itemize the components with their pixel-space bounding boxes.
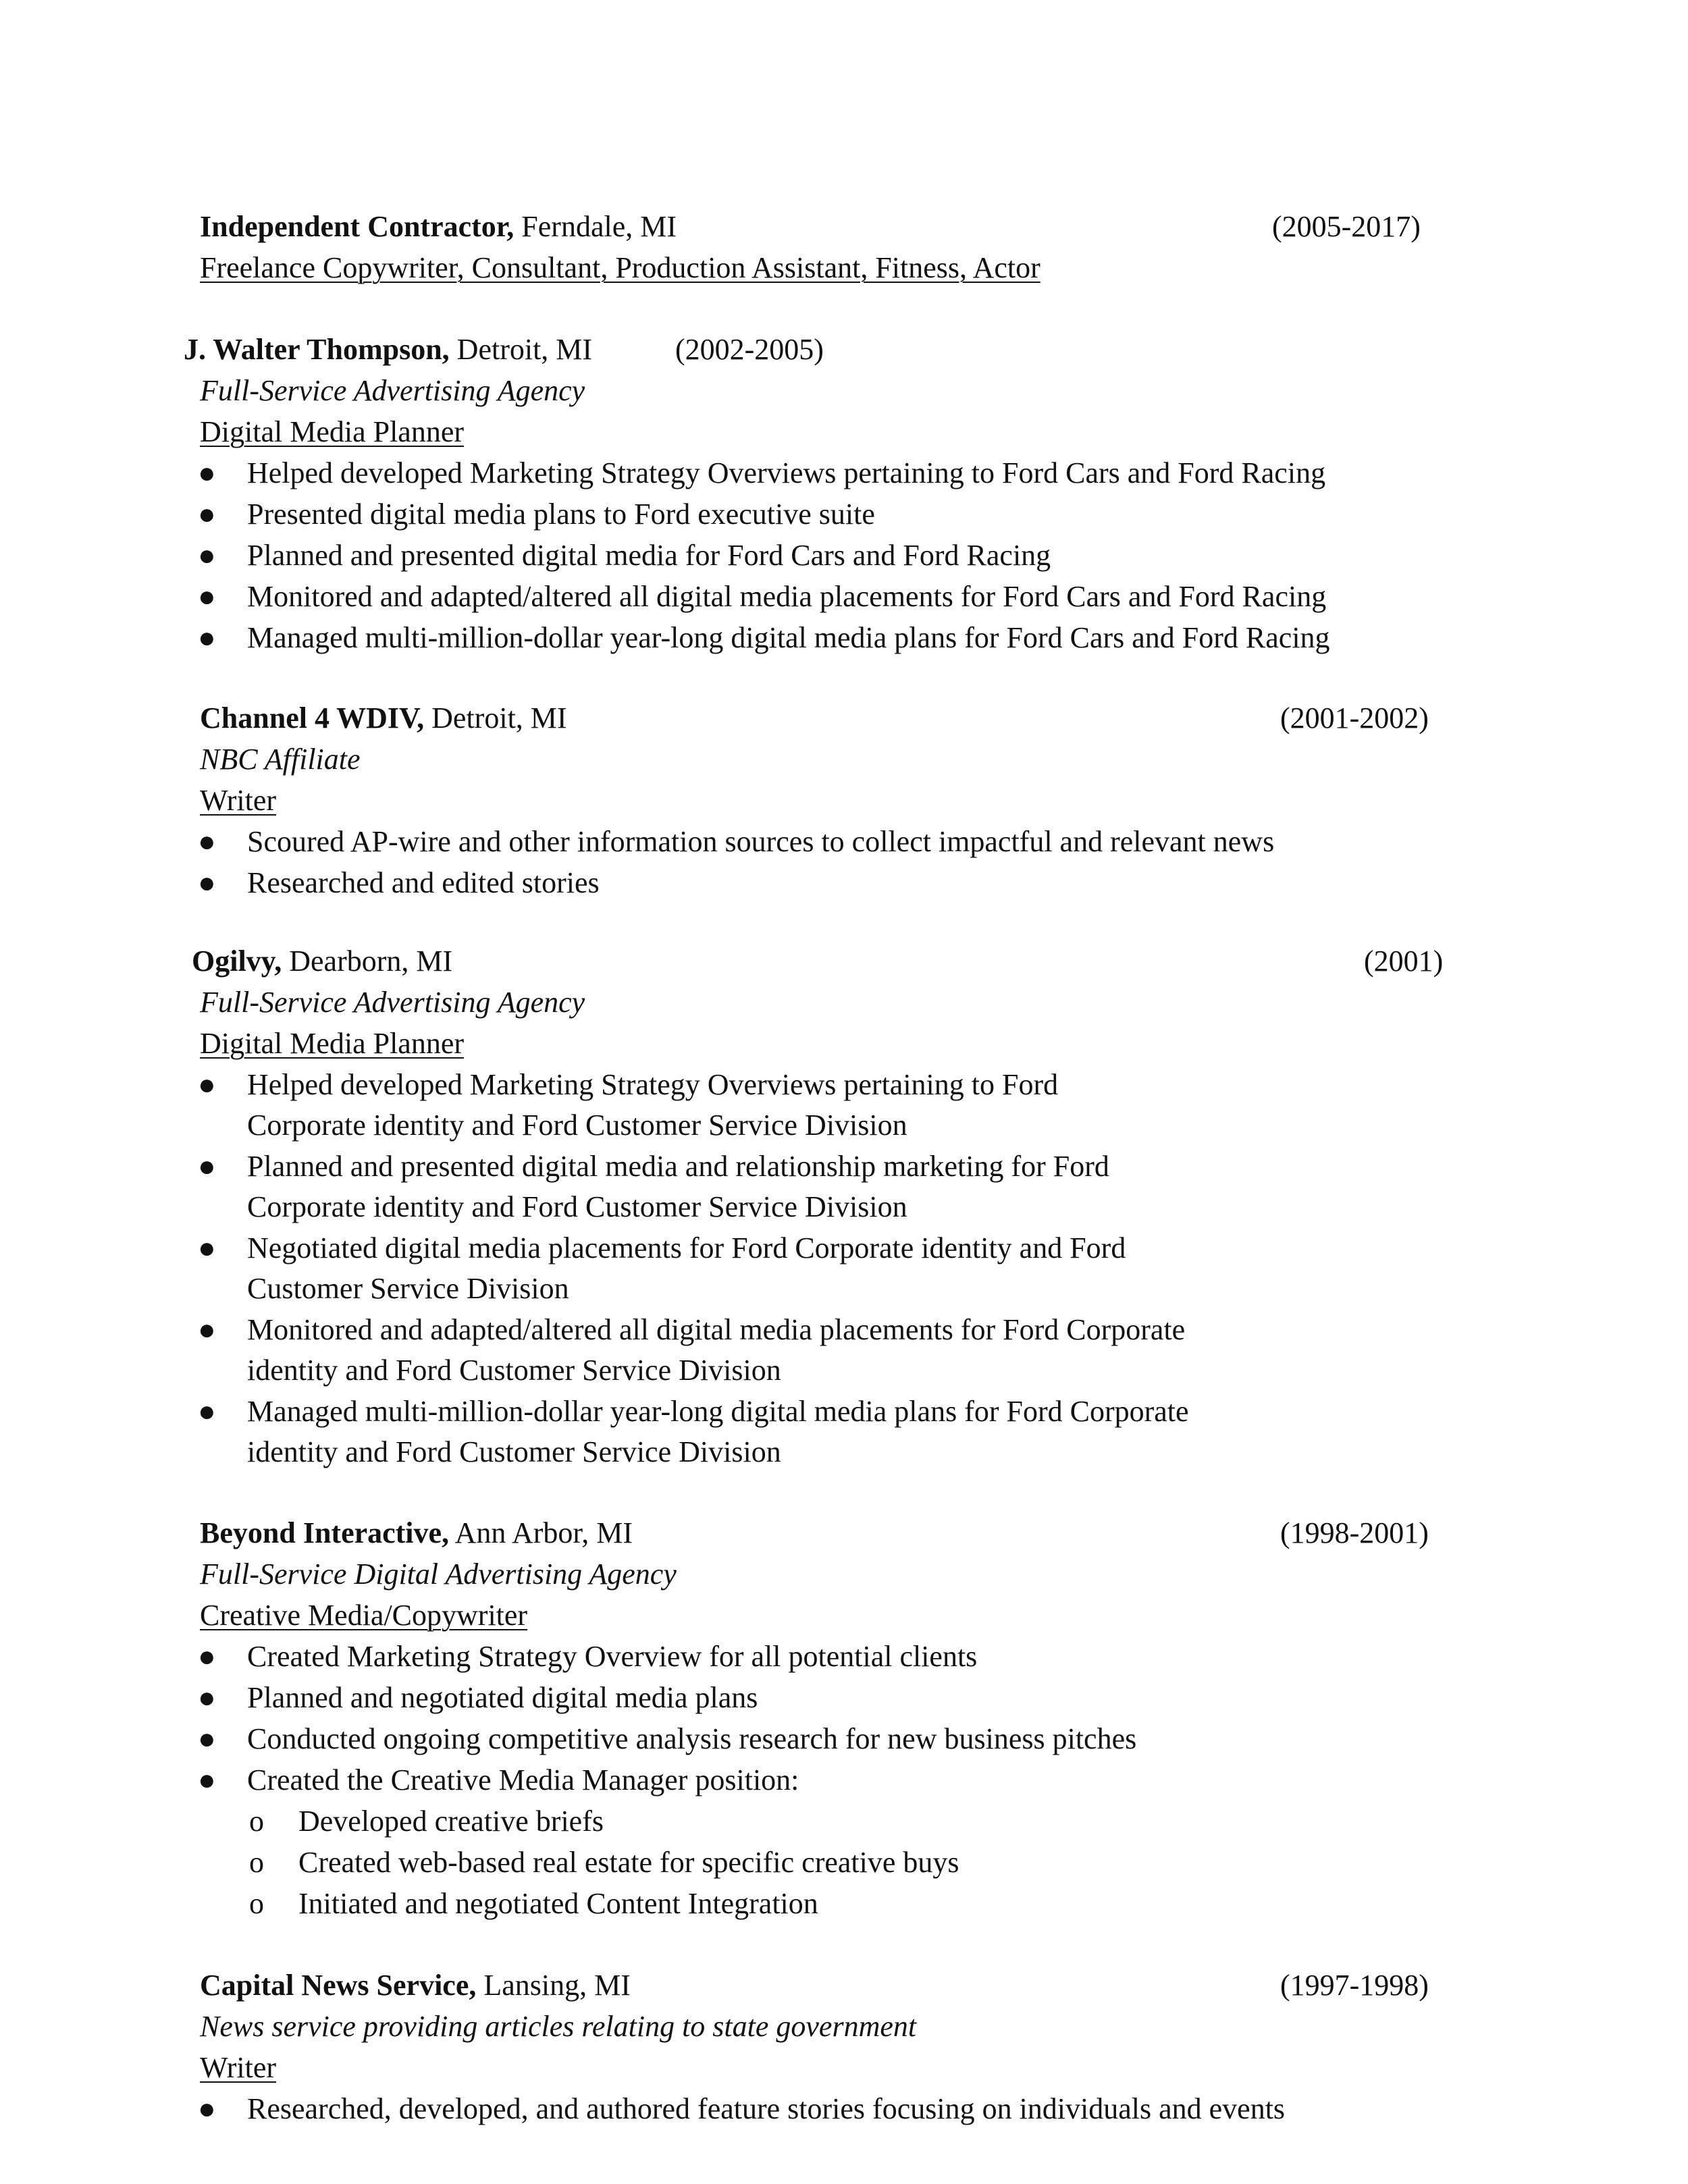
- resume-page: Independent Contractor, Ferndale, MI (2005-2017) Freelance Copywriter, Consultant, Production Assistant, Fitness, Actor J. Walter Thompson, Detroit, MI (2002-2005) Full-Service Advertising Agency Digital Media Planner ● Helped developed Marketing Strategy Overviews pertaining to Ford Cars and Ford Racing ● Presented digital media plans to Ford executive suite ● Planned and presented digital media for Ford Cars and Ford Racing ● Monitored and adapted/altered all digital media placements for Ford Cars and Ford Racing ● Managed multi-million-dollar year-long digital media plans for Ford Cars and Ford Racing Channel 4 WDIV, Detroit, MI (2001-2002) NBC Affiliate Writer ● Scoured AP-wire and other information sources to collect impactful and relevant news ● Researched and edited stories Ogilvy, Dearborn, MI (2001) Full-Service Advertising Agency Digital Media Planner ● Helped developed Marketing Strategy Overviews pertaining to Ford Corporate identity and Ford Customer Service Division ● Planned and presented digital media and relationship marketing for Ford Corporate identity and Ford Customer Service Division ● Negotiated digital media placements for Ford Corporate identity and Ford Customer Service Division ● Monitored and adapted/altered all digital media placements for Ford Corporate identity and Ford Customer Service Division ● Managed multi-million-dollar year-long digital media plans for Ford Corporate identity and Ford Customer Service Division Beyond Interactive, Ann Arbor, MI (1998-2001) Full-Service Digital Advertising Agency Creative Media/Copywriter ● Created Marketing Strategy Overview for all potential clients ● Planned and negotiated digital media plans ● Conducted ongoing competitive analysis research for new business pitches ● Created the Creative Media Manager position: o Developed creative briefs o Created web-based real estate for specific creative buys o Initiated and negotiated Content Integration Capital News Service, Lansing, MI (1997-1998) News service providing articles relating to state government Writer ● Researched, developed, and authored feature stories focusing on individuals and events: [0, 0, 1688, 2184]
- company-location: Lansing, MI: [476, 1969, 631, 2002]
- bullet-icon: ●: [198, 1068, 216, 1101]
- company-name: Ogilvy,: [192, 944, 282, 978]
- role-title: Digital Media Planner: [200, 415, 465, 448]
- entry-header: [200, 1965, 631, 2006]
- company-name: Independent Contractor,: [200, 210, 515, 243]
- agency-type: Full-Service Advertising Agency: [200, 374, 585, 407]
- company-location: Ann Arbor, MI: [449, 1516, 633, 1549]
- bullet-icon: ●: [198, 1722, 216, 1755]
- bullet-icon: ●: [198, 498, 216, 531]
- entry-dates: (2001): [1364, 944, 1444, 978]
- role-title: Writer: [200, 784, 277, 817]
- company-name: Beyond Interactive,: [200, 1516, 450, 1549]
- bullet-icon: ●: [198, 2092, 216, 2125]
- entry-dates: (2001-2002): [1280, 701, 1429, 735]
- entry-header: [200, 1512, 633, 1553]
- entry-header: [200, 697, 567, 739]
- agency-type: NBC Affiliate: [200, 743, 361, 776]
- role-title: Digital Media Planner: [200, 1027, 465, 1060]
- agency-type: Full-Service Digital Advertising Agency: [200, 1557, 677, 1591]
- company-location: Dearborn, MI: [282, 944, 453, 978]
- company-location: Ferndale, MI: [514, 210, 677, 243]
- company-name: Channel 4 WDIV,: [200, 701, 425, 735]
- company-name: J. Walter Thompson,: [184, 333, 450, 366]
- entry-header: [200, 206, 677, 247]
- company-name: Capital News Service,: [200, 1969, 477, 2002]
- entry-dates: (2005-2017): [1272, 210, 1421, 243]
- sub-bullet-icon: o: [249, 1846, 264, 1879]
- bullet-icon: ●: [198, 1395, 216, 1428]
- bullet-icon: ●: [198, 825, 216, 858]
- bullet-icon: ●: [198, 1681, 216, 1714]
- entry-header: [192, 940, 452, 982]
- bullet-icon: ●: [198, 621, 216, 654]
- role-title: Creative Media/Copywriter: [200, 1599, 528, 1632]
- agency-type: News service providing articles relating to state government: [200, 2010, 917, 2043]
- agency-type: Full-Service Advertising Agency: [200, 986, 585, 1019]
- sub-bullet-icon: o: [249, 1887, 264, 1920]
- entry-dates: (1998-2001): [1280, 1516, 1429, 1549]
- role-title: Freelance Copywriter, Consultant, Production Assistant, Fitness, Actor: [200, 251, 1040, 284]
- bullet-icon: ●: [198, 866, 216, 899]
- entry-dates: (1997-1998): [1280, 1969, 1429, 2002]
- bullet-icon: ●: [198, 1231, 216, 1264]
- bullet-icon: ●: [198, 1763, 216, 1796]
- entry-header: [184, 329, 592, 370]
- bullet-icon: ●: [198, 1150, 216, 1183]
- company-location: Detroit, MI: [424, 701, 567, 735]
- bullet-icon: ●: [198, 1313, 216, 1346]
- sub-bullet-icon: o: [249, 1805, 264, 1838]
- bullet-icon: ●: [198, 1640, 216, 1673]
- bullet-icon: ●: [198, 456, 216, 489]
- bullet-icon: ●: [198, 580, 216, 613]
- bullet-icon: ●: [198, 539, 216, 572]
- role-title: Writer: [200, 2051, 277, 2084]
- entry-dates: (2002-2005): [675, 333, 824, 366]
- company-location: Detroit, MI: [449, 333, 593, 366]
